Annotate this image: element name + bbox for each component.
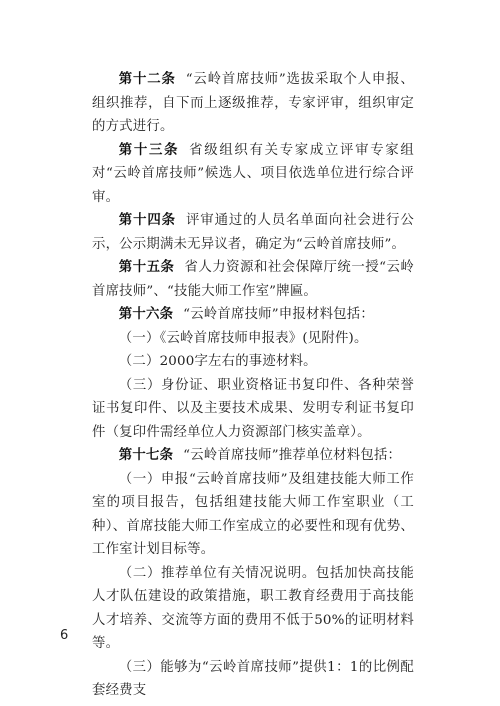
document-body xyxy=(92,68,414,703)
paragraph-text: （一）《云岭首席技师申报表》(见附件)。 xyxy=(118,330,368,346)
page-number: 6 xyxy=(60,628,69,643)
paragraph-text: “云岭首席技师”申报材料包括： xyxy=(183,307,374,322)
paragraph-article-15 xyxy=(92,256,414,303)
list-item xyxy=(92,562,414,656)
article-heading: 第十三条 xyxy=(118,142,180,158)
paragraph-article-14 xyxy=(92,209,414,256)
list-item xyxy=(92,327,414,351)
paragraph-text: （三）身份证、职业资格证书复印件、各种荣誉证书复印件、以及主要技术成果、发明专利证书复印件（复印件需经单位人力资源部门核实盖章）。 xyxy=(92,377,414,440)
paragraph-text: “云岭首席技师”选拔采取个人申报、组织推荐，自下而上逐级推荐，专家评审，组织审定的方式进行。 xyxy=(92,72,414,134)
paragraph-text: （二）推荐单位有关情况说明。包括加快高技能人才队伍建设的政策措施，职工教育经费用于高技能人才培养、交流等方面的费用不低于50%的证明材料等。 xyxy=(92,565,414,651)
paragraph-text: 省级组织有关专家成立评审专家组对“云岭首席技师”候选人、项目依选单位进行综合评审。 xyxy=(92,142,414,205)
article-heading: 第十四条 xyxy=(118,213,176,228)
paragraph-text: （三）能够为“云岭首席技师”提供1：1的比例配套经费支 xyxy=(92,659,414,698)
article-heading: 第十六条 xyxy=(118,307,174,322)
paragraph-article-17 xyxy=(92,444,414,468)
paragraph-article-16 xyxy=(92,303,414,327)
article-heading: 第十七条 xyxy=(118,448,174,463)
paragraph-article-13 xyxy=(92,139,414,210)
paragraph-article-12 xyxy=(92,68,414,139)
article-heading: 第十二条 xyxy=(118,72,176,87)
article-heading: 第十五条 xyxy=(118,260,175,275)
paragraph-text: 省人力资源和社会保障厅统一授“云岭首席技师”、“技能大师工作室”牌匾。 xyxy=(92,260,414,299)
list-item xyxy=(92,374,414,445)
paragraph-text: 评审通过的人员名单面向社会进行公示，公示期满未无异议者，确定为“云岭首席技师”。 xyxy=(92,213,414,252)
paragraph-text: （二）2000字左右的事迹材料。 xyxy=(118,354,317,369)
paragraph-text: （一）申报“云岭首席技师”及组建技能大师工作室的项目报告，包括组建技能大师工作室职业（工种）、首席技能大师工作室成立的必要性和现有优势、工作室计划目标等。 xyxy=(92,471,414,557)
paragraph-text: “云岭首席技师”推荐单位材料包括： xyxy=(183,448,402,463)
list-item xyxy=(92,468,414,562)
list-item xyxy=(92,656,414,703)
list-item xyxy=(92,350,414,374)
